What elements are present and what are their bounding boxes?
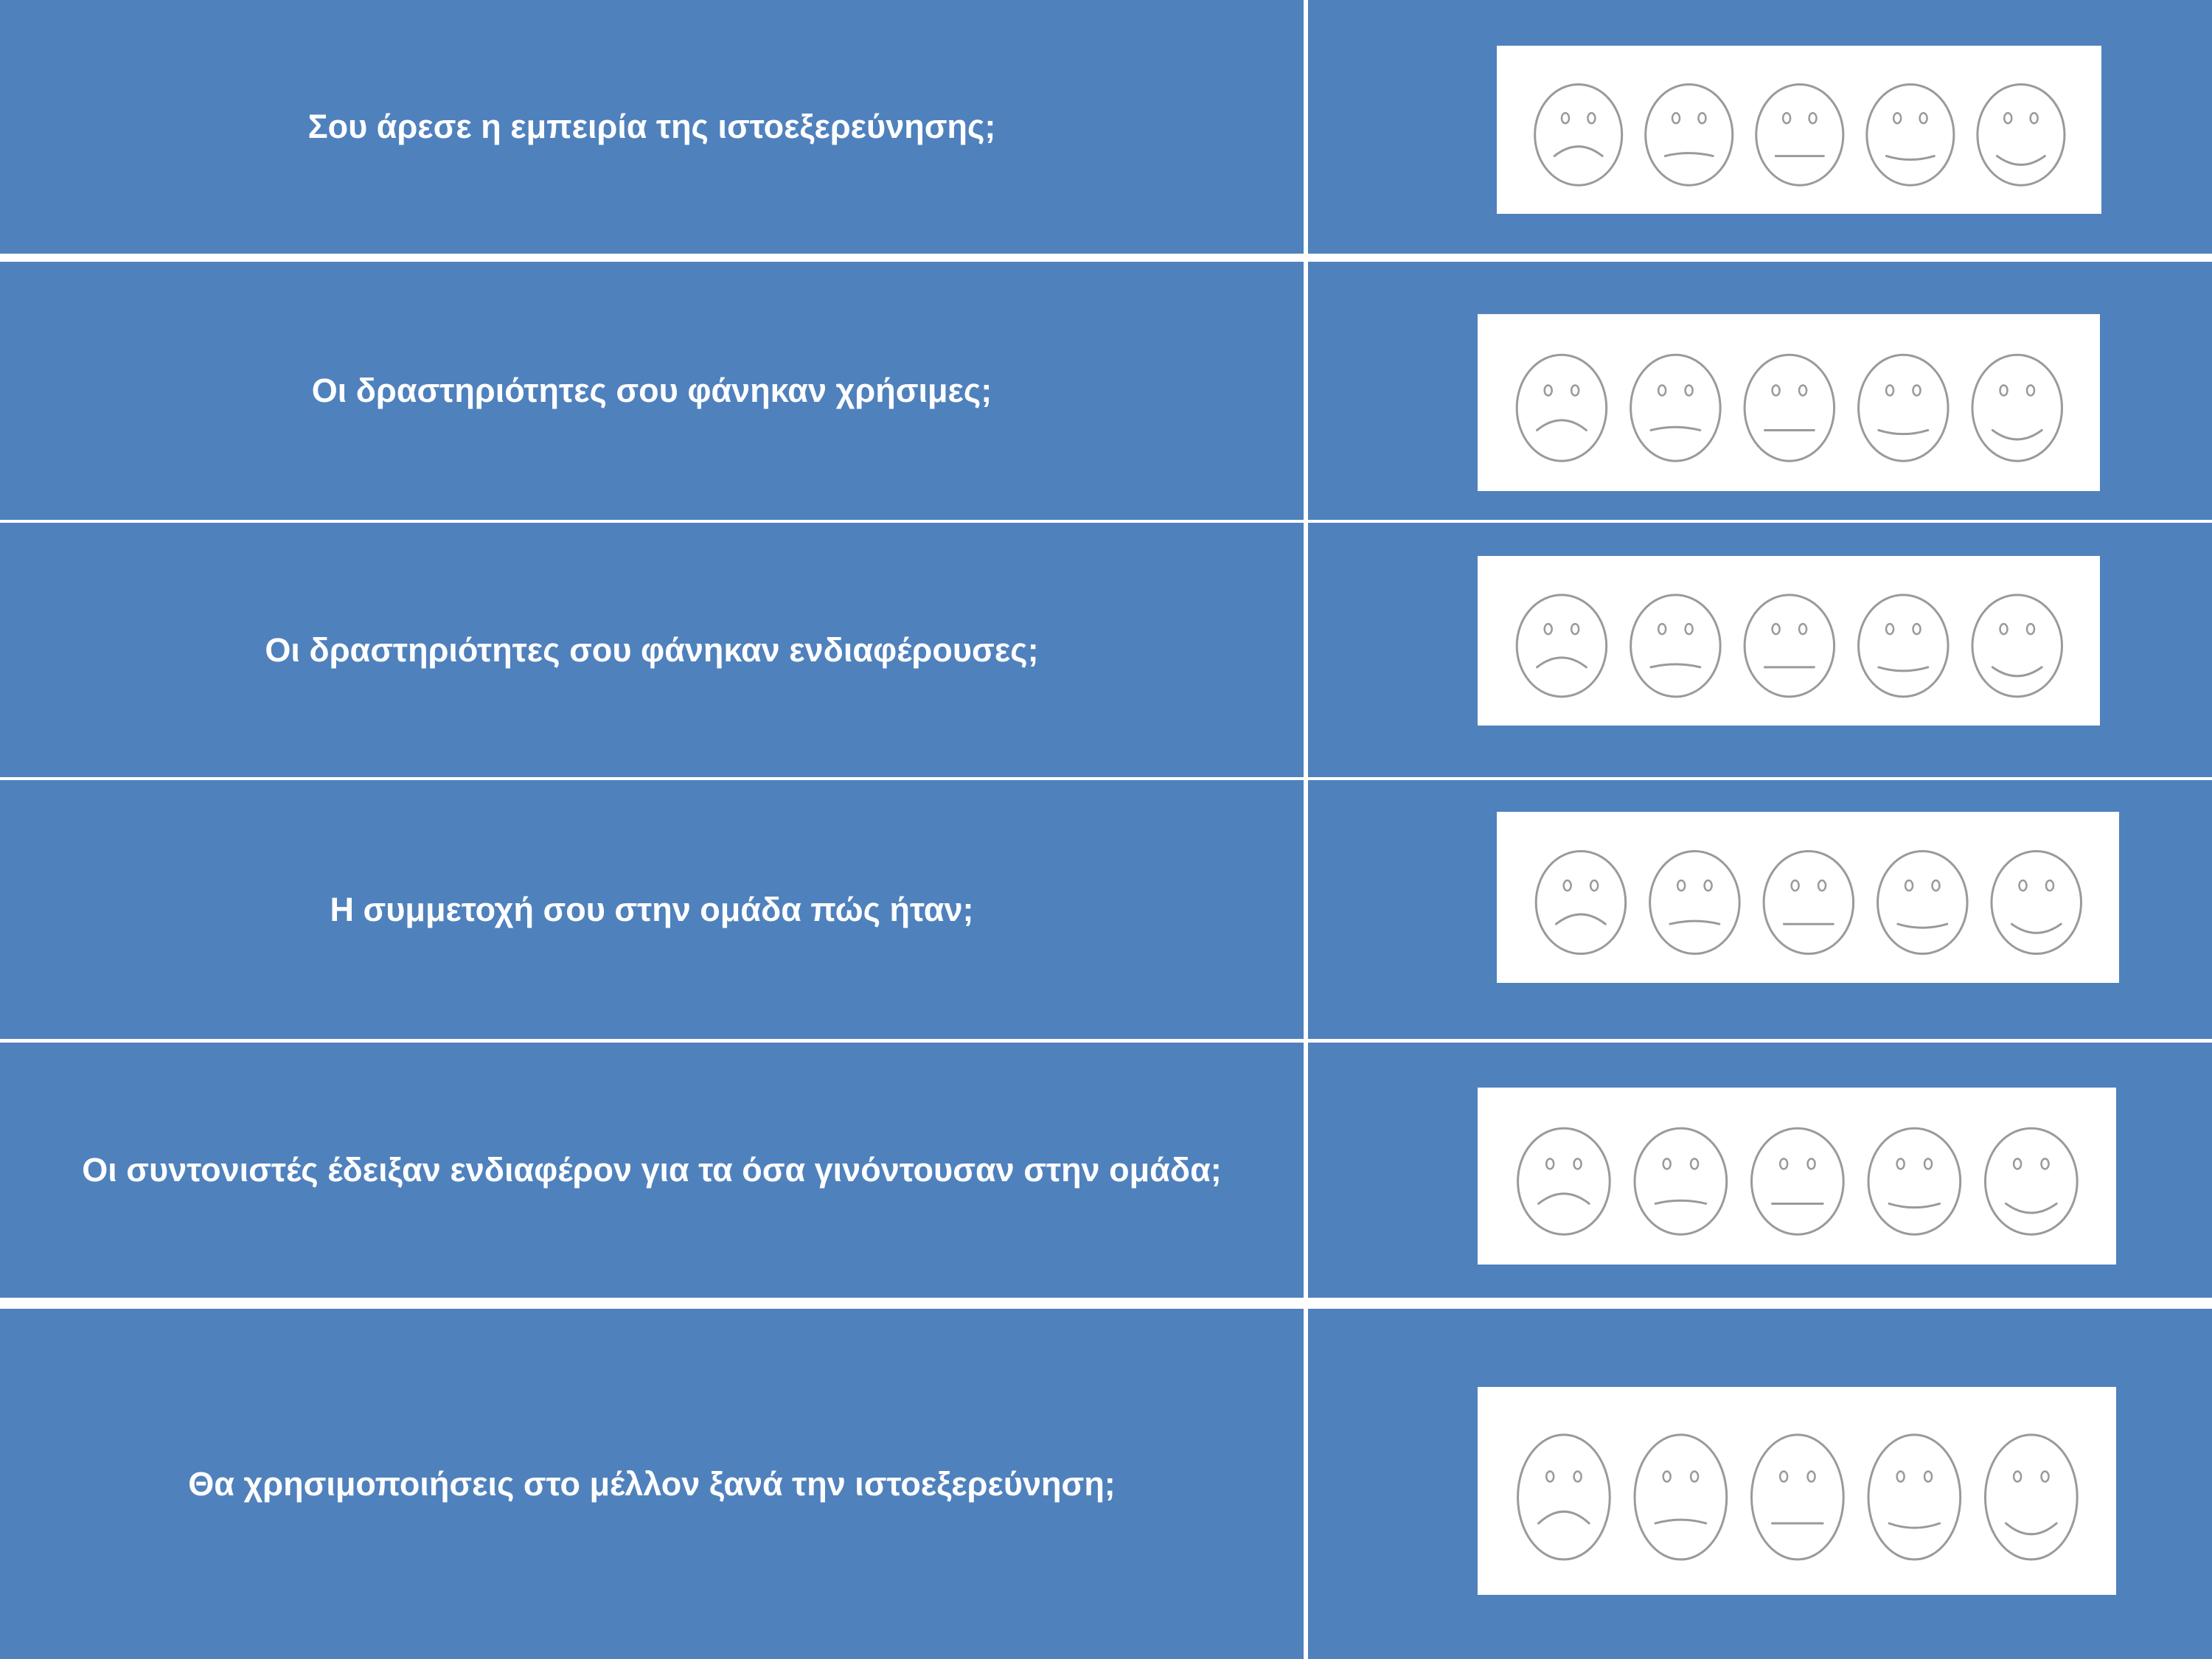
smiley-rating-scale [1478, 1088, 2116, 1265]
smiley-rating-scale [1497, 812, 2119, 983]
question-row-2 [0, 262, 2212, 520]
very-sad-face-icon [1518, 1435, 1610, 1559]
rating-cell [1308, 780, 2212, 1039]
question-cell [0, 262, 1304, 520]
smiley-rating-scale [1497, 46, 2101, 214]
very-sad-face-icon [1536, 851, 1626, 953]
very-sad-face-icon [1535, 84, 1622, 185]
sad-face-icon [1650, 851, 1740, 953]
happy-face-icon [1985, 1435, 2077, 1559]
question-text: Οι συντονιστές έδειξαν ενδιαφέρον για τα όσα γινόντουσαν στην ομάδα; [82, 1151, 1222, 1189]
very-sad-face-icon [1517, 355, 1607, 461]
sad-face-icon [1635, 1435, 1727, 1559]
smile-face-icon [1868, 1128, 1961, 1234]
sad-face-icon [1635, 1128, 1727, 1234]
question-text: Οι δραστηριότητες σου φάνηκαν ενδιαφέρουσες; [265, 630, 1039, 669]
sad-face-icon [1646, 84, 1733, 185]
happy-face-icon [1978, 84, 2065, 185]
question-cell [0, 780, 1304, 1039]
question-row-6 [0, 1309, 2212, 1659]
smile-face-icon [1867, 84, 1954, 185]
question-text: Οι δραστηριότητες σου φάνηκαν χρήσιμες; [311, 372, 992, 409]
question-text: Θα χρησιμοποιήσεις στο μέλλον ξανά την ιστοεξερεύνηση; [188, 1464, 1116, 1503]
neutral-face-icon [1756, 84, 1843, 185]
rating-cell [1308, 523, 2212, 777]
smiley-rating-scale [1478, 314, 2100, 491]
neutral-face-icon [1752, 1128, 1844, 1234]
smiley-rating-scale [1478, 1387, 2116, 1595]
neutral-face-icon [1745, 355, 1834, 461]
question-cell [0, 0, 1304, 254]
sad-face-icon [1631, 355, 1721, 461]
smile-face-icon [1859, 355, 1949, 461]
question-text: Σου άρεσε η εμπειρία της ιστοεξερεύνησης; [307, 108, 996, 145]
smiley-rating-scale [1478, 556, 2100, 726]
smile-face-icon [1859, 595, 1949, 697]
smile-face-icon [1868, 1435, 1961, 1559]
question-cell [0, 1043, 1304, 1298]
question-row-4 [0, 780, 2212, 1039]
question-text: Η συμμετοχή σου στην ομάδα πώς ήταν; [330, 890, 974, 928]
happy-face-icon [1972, 595, 2062, 697]
neutral-face-icon [1764, 851, 1854, 953]
happy-face-icon [1972, 355, 2062, 461]
question-row-5 [0, 1043, 2212, 1298]
smile-face-icon [1878, 851, 1968, 953]
question-row-1 [0, 0, 2212, 254]
neutral-face-icon [1752, 1435, 1844, 1559]
rating-cell [1308, 0, 2212, 254]
question-cell [0, 523, 1304, 777]
rating-cell [1308, 1043, 2212, 1298]
rating-cell [1308, 1309, 2212, 1659]
very-sad-face-icon [1518, 1128, 1610, 1234]
neutral-face-icon [1745, 595, 1834, 697]
happy-face-icon [1985, 1128, 2077, 1234]
rating-cell [1308, 262, 2212, 520]
question-cell [0, 1309, 1304, 1659]
question-row-3 [0, 523, 2212, 777]
sad-face-icon [1631, 595, 1721, 697]
very-sad-face-icon [1517, 595, 1607, 697]
happy-face-icon [1992, 851, 2081, 953]
